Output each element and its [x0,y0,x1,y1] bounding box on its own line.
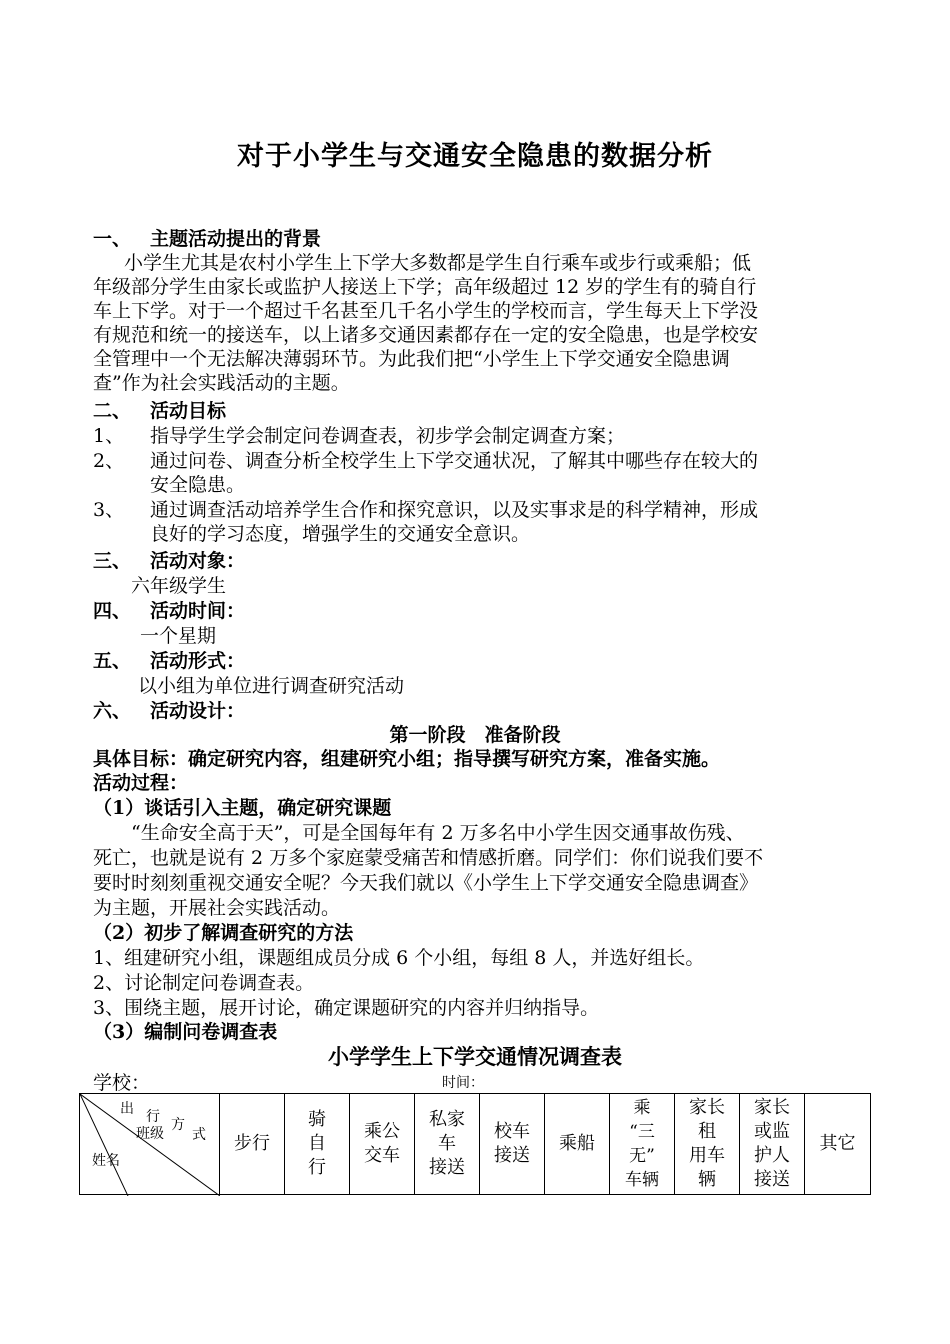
diag-label-banji: 班级 [136,1126,164,1142]
diag-label-xing: 行 [146,1109,160,1125]
header-bicycle-text: 骑 自 行 [308,1109,326,1178]
survey-table [79,1093,871,1195]
goal-item-1-text: 指导学生学会制定问卷调查表，初步学会制定调查方案； [150,425,626,447]
section-6-number: 六、 [93,700,132,722]
school-label: 学校： [93,1072,151,1094]
table-title: 小学学生上下学交通情况调查表 [328,1044,622,1069]
goal-item-2 [93,449,758,473]
section-2-number: 二、 [93,400,132,422]
part-1-line-2: 死亡，也就是说有 2 万多个家庭蒙受痛苦和情感折磨。同学们：你们说我们要不 [93,847,764,869]
goal-item-2-text: 通过问卷、调查分析全校学生上下学交通状况，了解其中哪些存在较大的 [150,450,759,472]
section-4-title: 活动时间： [150,600,246,622]
goal-item-2-number: 2、 [93,450,125,472]
section-4-heading [93,599,245,623]
section-3-title: 活动对象： [150,550,246,572]
part-1-heading: （1）谈话引入主题，确定研究课题 [93,797,392,819]
part-2-line-2: 2、讨论制定问卷调查表。 [93,972,315,994]
header-other [805,1094,871,1195]
header-boat-text: 乘船 [559,1133,595,1154]
section-3-number: 三、 [93,550,132,572]
section-5-number: 五、 [93,650,132,672]
goal-item-3 [93,498,758,522]
section-1-title: 主题活动提出的背景 [150,228,322,250]
goal-item-3-line-2: 良好的学习态度，增强学生的交通安全意识。 [150,523,531,545]
header-rented-vehicle [675,1094,740,1195]
goal-item-1 [93,424,625,448]
section-1-line-4: 有规范和统一的接送车，以上诸多交通因素都存在一定的安全隐患，也是学校安 [93,324,759,346]
document-title: 对于小学生与交通安全隐患的数据分析 [237,141,713,172]
goal-item-1-number: 1、 [93,425,125,447]
header-bus [350,1094,415,1195]
header-unlicensed-vehicle-text: 乘 “三 无” 车辆 [625,1098,659,1190]
section-4-number: 四、 [93,600,132,622]
section-5-heading [93,649,245,673]
section-5-text: 以小组为单位进行调查研究活动 [138,675,405,697]
survey-table-header-row [80,1094,871,1195]
section-6-heading [93,699,245,723]
section-1-line-5: 全管理中一个无法解决薄弱环节。为此我们把“小学生上下学交通安全隐患调 [93,348,730,370]
section-1-line-1: 小学生尤其是农村小学生上下学大多数都是学生自行乘车或步行或乘船；低 [124,252,752,274]
section-2-heading [93,399,226,423]
section-3-text: 六年级学生 [131,575,227,597]
diag-label-fang: 方 [171,1117,185,1133]
section-4-text: 一个星期 [140,625,217,647]
header-unlicensed-vehicle [610,1094,675,1195]
section-1-line-2: 年级部分学生由家长或监护人接送上下学；高年级超过 12 岁的学生有的骑自行 [93,276,757,298]
diag-label-chu: 出 [120,1101,134,1117]
header-private-car-text: 私家 车 接送 [429,1109,465,1178]
process-heading: 活动过程： [93,772,189,794]
section-6-title: 活动设计： [150,700,246,722]
section-2-title: 活动目标 [150,400,227,422]
part-2-heading: （2）初步了解调查研究的方法 [93,922,354,944]
header-walk [220,1094,285,1195]
header-other-text: 其它 [819,1133,856,1154]
part-1-line-1: “生命安全高于天”，可是全国每年有 2 万多名中小学生因交通事故伤残、 [131,822,745,844]
header-walk-text: 步行 [234,1133,270,1154]
section-1-line-3: 车上下学。对于一个超过千名甚至几千名小学生的学校而言，学生每天上下学没 [93,300,759,322]
goal-item-3-number: 3、 [93,499,125,521]
stage-goal: 具体目标：确定研究内容，组建研究小组；指导撰写研究方案，准备实施。 [93,748,721,770]
part-1-line-4: 为主题，开展社会实践活动。 [93,897,341,919]
header-school-bus-text: 校车 接送 [494,1121,530,1166]
header-rented-vehicle-text: 家长 租 用车 辆 [689,1097,725,1190]
stage-1-heading: 第一阶段 准备阶段 [389,724,561,746]
header-school-bus [480,1094,545,1195]
section-1-line-6: 查”作为社会实践活动的主题。 [93,372,350,394]
goal-item-2-line-2: 安全隐患。 [150,474,246,496]
part-1-line-3: 要时时刻刻重视交通安全呢？今天我们就以《小学生上下学交通安全隐患调查》 [93,872,759,894]
goal-item-3-text: 通过调查活动培养学生合作和探究意识，以及实事求是的科学精神，形成 [150,499,759,521]
part-2-line-1: 1、组建研究小组，课题组成员分成 6 个小组，每组 8 人，并选好组长。 [93,947,705,969]
part-3-heading: （3）编制问卷调查表 [93,1021,278,1043]
part-2-line-3: 3、围绕主题，展开讨论，确定课题研究的内容并归纳指导。 [93,997,600,1019]
section-5-title: 活动形式： [150,650,246,672]
header-private-car [415,1094,480,1195]
header-bus-text: 乘公 交车 [364,1121,400,1166]
diagonal-header-cell [80,1094,220,1195]
section-1-number: 一、 [93,228,132,250]
header-bicycle [285,1094,350,1195]
header-guardian-pickup [740,1094,805,1195]
diag-label-shi: 式 [192,1127,206,1143]
section-3-heading [93,549,245,573]
time-label: 时间： [442,1075,484,1091]
header-boat [545,1094,610,1195]
diag-label-name: 姓名 [92,1153,120,1169]
header-guardian-pickup-text: 家长 或监 护人 接送 [754,1097,790,1190]
section-1-heading [93,227,321,251]
